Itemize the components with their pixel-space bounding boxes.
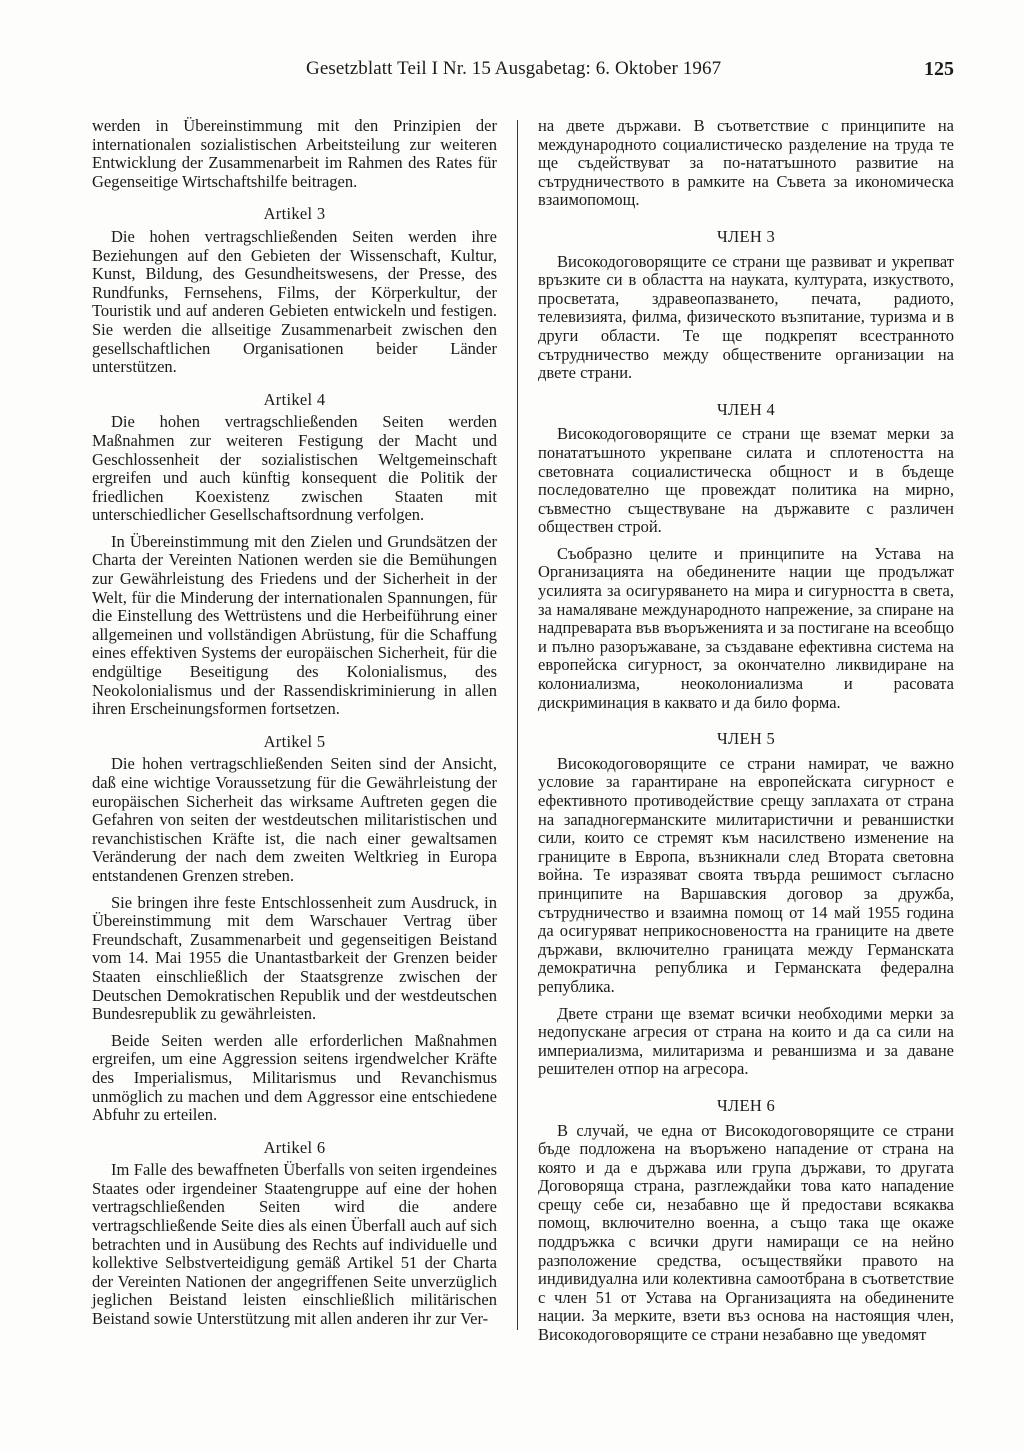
german-column	[92, 117, 497, 1337]
paragraph: Високодоговорящите се страни ще вземат мерки за понататъшното укрепване силата и сплотеността на световната социалистическа общност и в бъдеще последователно ще провеждат политика на мирно, съвместно съществуване на държавите с различен обществен строй.	[538, 424, 954, 537]
article-heading: ЧЛЕН 3	[716, 226, 776, 246]
paragraph: Високодоговорящите се страни ще развиват и укрепват връзките си в областта на науката, културата, изкуството, просветата, здравеопазването, печата, радиото, телевизията, филма, физическото възпитание, туризма и в други области. Те ще подкрепят всестранното сътрудничество между обществените организации на двете страни.	[538, 251, 954, 383]
paragraph: In Übereinstimmung mit den Zielen und Grundsätzen der Charta der Vereinten Nationen werden sie die Bemühungen zur Gewährleistung des Friedens und der Sicherheit in der Welt, für die Minderung der internationalen Spannungen, für die Einstellung des Wettrüstens und die Herbeiführung einer allgemeinen und vollständigen Abrüstung, für die Schaffung eines effektiven Systems der europäischen Sicherheit, für die endgültige Beseitigung des Kolonialismus, des Neokolonialismus und der Rassendiskriminierung in allen ihren Erscheinungsformen fortsetzen.	[92, 531, 497, 719]
article-heading: Artikel 4	[263, 389, 326, 409]
article-heading: Artikel 5	[263, 731, 326, 751]
page-number: 125	[924, 58, 954, 80]
paragraph: Im Falle des bewaffneten Überfalls von seiten irgendeines Staates oder irgendeiner Staatengruppe auf eine der hohen vertragschließenden Seiten wird die andere vertragschließende Seite dies als einen Überfall auch auf sich betrachten und in Ausübung des Rechts auf individuelle und kollektive Selbstverteidigung gemäß Artikel 51 der Charta der Vereinten Nationen der angegriffenen Seite unverzüglich jeglichen Beistand leisten einschließlich militärischen Beistand sowie Unterstützung mit allen anderen ihr zur Ver-	[92, 1160, 497, 1329]
paragraph: В случай, че една от Високодоговорящите се страни бъде подложена на въоръжено нападение от страна на която и да е държава или група държави, то другата Договоряща страна, разглеждайки това като нападение срещу себе си, незабавно ще й предостави всякаква помощ, включително военна, а също така ще окаже поддръжка с всички други намиращи се на нейно разположение средства, осъществяйки правото на индивидуална или колективна самоотбрана в съответствие с член 51 от Устава на Организацията на обединените нации. За мерките, взети въз основа на настоящия член, Високодоговорящите се страни незабавно ще уведомят	[538, 1120, 954, 1345]
paragraph: Двете страни ще вземат всички необходими мерки за недопускане агресия от страна на които и да са сили на империализма, милитаризма и реваншизма и за даване решителен отпор на агресора.	[538, 1003, 954, 1079]
paragraph: Die hohen vertragschließenden Seiten werden Maßnahmen zur weiteren Festigung der Macht und Geschlossenheit der sozialistischen Weltgemeinschaft ergreifen und auch künftig konsequent die Politik der friedlichen Koexistenz zwischen Staaten mit unterschiedlicher Gesellschaftsordnung verfolgen.	[92, 412, 497, 525]
article-heading: ЧЛЕН 6	[716, 1095, 776, 1115]
paragraph: Високодоговорящите се страни намират, че важно условие за гарантиране на европейската сигурност е ефективното противодействие срещу заплахата от страна на западногерманските милитаристични и реваншистки сили, които се стремят към насилствено изменение на границите в Европа, възникнали след Втората световна война. Те изразяват своята твърда решимост съгласно принципите на Варшавския договор за дружба, сътрудничество и взаимна помощ от 14 май 1955 година да осигуряват неприкосновеността на границите на двете държави, включително границата между Германската демократична република и Германската федерална република.	[538, 753, 954, 996]
article-heading: Artikel 3	[263, 204, 326, 224]
paragraph: на двете държави. В съответствие с принципите на международното социалистическо разделение на труда те ще съдействуват за по-нататъшното развитие на сътрудничеството в рамките на Съвета за икономическа взаимопомощ.	[538, 116, 954, 210]
column-divider	[517, 120, 518, 1330]
paragraph: Beide Seiten werden alle erforderlichen Maßnahmen ergreifen, um eine Aggression seitens irgendwelcher Kräfte des Imperialismus, Militarismus und Revanchismus unmöglich zu machen und dem Aggressor eine entschiedene Abfuhr zu erteilen.	[92, 1030, 497, 1125]
bulgarian-column	[538, 117, 954, 1353]
paragraph: Die hohen vertragschließenden Seiten werden ihre Beziehungen auf den Gebieten der Wissenschaft, Kultur, Kunst, Bildung, des Gesundheitswesens, der Presse, des Rundfunks, Fernsehens, Films, der Körperkultur, der Touristik und auf anderen Gebieten entwickeln und festigen. Sie werden die allseitige Zusammenarbeit zwischen den gesellschaftlichen Organisationen beider Länder unterstützen.	[92, 226, 497, 377]
article-heading: Artikel 6	[263, 1137, 326, 1157]
paragraph: Sie bringen ihre feste Entschlossenheit zum Ausdruck, in Übereinstimmung mit dem Warschauer Vertrag über Freundschaft, Zusammenarbeit und gegenseitigen Beistand vom 14. Mai 1955 die Unantastbarkeit der Grenzen beider Staaten einschließlich der Staatsgrenze zwischen der Deutschen Demokratischen Republik und der westdeutschen Bundesrepublik zu gewährleisten.	[92, 892, 497, 1024]
paragraph: werden in Übereinstimmung mit den Prinzipien der internationalen sozialistischen Arbeitsteilung zur weiteren Entwicklung der Zusammenarbeit im Rahmen des Rates für Gegenseitige Wirtschaftshilfe beitragen.	[92, 116, 497, 191]
gazette-title: Gesetzblatt Teil I Nr. 15 Ausgabetag: 6. Oktober 1967	[306, 58, 722, 79]
paragraph: Съобразно целите и принципите на Устава на Организацията на обединените нации ще продължат усилията за осигуряването на мира и сигурността в света, за намаляване международното напрежение, за спиране на надпреварата във въоръженията и за постигане на всеобщо и пълно разоръжаване, за създаване ефективна система на европейска сигурност, за окончателно ликвидиране на колониализма, неоколониализма и расовата дискриминация в каквато и да било форма.	[538, 543, 954, 712]
article-heading: ЧЛЕН 4	[716, 399, 776, 419]
page-header	[90, 58, 960, 88]
paragraph: Die hohen vertragschließenden Seiten sind der Ansicht, daß eine wichtige Voraussetzung für die Gewährleistung der europäischen Sicherheit das wirksame Auftreten gegen die Gefahren von seiten der westdeutschen militaristischen und revanchistischen Kräfte ist, die nach einer gewaltsamen Veränderung der nach dem zweiten Weltkrieg in Europa entstandenen Grenzen streben.	[92, 754, 497, 885]
article-heading: ЧЛЕН 5	[716, 729, 776, 749]
